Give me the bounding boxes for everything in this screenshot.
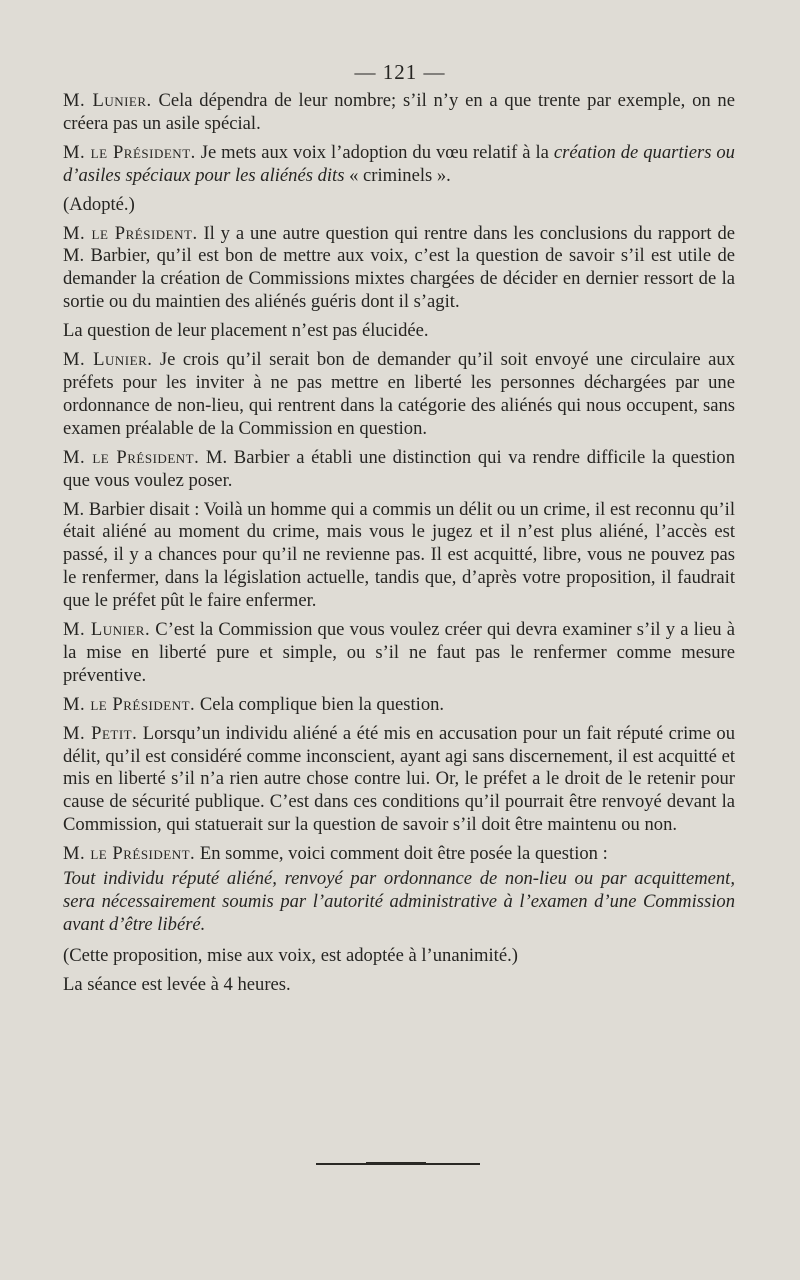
paragraph-text: Je mets aux voix l’adoption du vœu relatif à la bbox=[195, 141, 554, 163]
section-divider-rule bbox=[316, 1163, 480, 1165]
paragraph-petit bbox=[63, 723, 735, 838]
paragraph-lunier-1 bbox=[63, 90, 735, 136]
speaker-name: M. le Président. bbox=[63, 446, 200, 468]
speaker-name: M. le Président. bbox=[63, 693, 196, 715]
speaker-name: M. le Président. bbox=[63, 141, 196, 163]
body-text bbox=[63, 90, 735, 1003]
paragraph-lunier-3 bbox=[63, 619, 735, 688]
paragraph-president-3 bbox=[63, 447, 735, 493]
paragraph-placement bbox=[63, 320, 735, 343]
paragraph-text: Il y a une autre question qui rentre dans les conclusions du rapport de M. Barbier, qu’il est bon de mettre aux voix, c’est la question de savoir s’il est utile de demander la création de Commissions mixtes chargées de décider en dernier ressort de la sortie ou du maintien des aliénés guéris dont il s’agit. bbox=[63, 222, 736, 313]
paragraph-text: (Adopté.) bbox=[63, 193, 135, 215]
paragraph-text-after: « criminels ». bbox=[344, 164, 451, 186]
speaker-name: M. le Président. bbox=[63, 843, 196, 865]
paragraph-text: M. Barbier a établi une distinction qui va rendre difficile la question que vous voulez poser. bbox=[63, 446, 735, 491]
paragraph-text: Cela dépendra de leur nombre; s’il n’y en a que trente par exemple, on ne créera pas un asile spécial. bbox=[63, 90, 735, 134]
speaker-name: M. Lunier. bbox=[63, 619, 151, 641]
paragraph-text: Je crois qu’il serait bon de demander qu’il soit envoyé une circulaire aux préfets pour les inviter à ne pas mettre en liberté les personnes déchargées par une ordonnance de non-lieu, qui rentrent dans la catégorie des aliénés qui nous occupent, sans examen préalable de la Commission en question. bbox=[63, 349, 735, 439]
paragraph-text: La question de leur placement n’est pas élucidée. bbox=[63, 320, 429, 342]
speaker-name: M. Petit. bbox=[63, 722, 138, 744]
paragraph-text: Lorsqu’un individu aliéné a été mis en accusation pour un fait réputé crime ou délit, qu’il est considéré comme inconscient, ayant agi sans discernement, il est acquitté et mis en liberté s’il n’a rien autre chose contre lui. Or, le préfet a le droit de le retenir pour cause de sécurité publique. C’est dans ces conditions qu’il pourrait être renvoyé devant la Commission, qui statuerait sur la question de savoir s’il doit être maintenu ou non. bbox=[63, 722, 735, 836]
paragraph-closing bbox=[63, 974, 735, 997]
speaker-name: M. Lunier. bbox=[63, 349, 153, 371]
paragraph-text: En somme, voici comment doit être posée la question : bbox=[195, 843, 608, 865]
italic-text: création de quartiers ou d’asiles spéciaux pour les aliénés dits bbox=[63, 141, 735, 186]
paragraph-barbier bbox=[63, 499, 735, 614]
speaker-name: M. le Président. bbox=[63, 222, 198, 244]
paragraph-lunier-2 bbox=[63, 349, 735, 441]
paragraph-president-5 bbox=[63, 843, 735, 866]
paragraph-text: La séance est levée à 4 heures. bbox=[63, 973, 291, 995]
paragraph-resolution: Tout individu réputé aliéné, renvoyé par ordonnance de non-lieu ou par acquittement, sera nécessairement soumis par l’autorité administrative à l’examen d’une Commission avant d’être libéré. bbox=[63, 868, 735, 935]
page-number: — 121 — bbox=[354, 60, 446, 84]
paragraph-text: (Cette proposition, mise aux voix, est adoptée à l’unanimité.) bbox=[63, 944, 518, 966]
speaker-name: M. Lunier. bbox=[63, 90, 152, 111]
paragraph-president-4 bbox=[63, 694, 735, 717]
paragraph-president-2 bbox=[63, 223, 735, 315]
paragraph-text: Cela complique bien la question. bbox=[195, 693, 445, 715]
paragraph-adopte bbox=[63, 194, 735, 217]
paragraph-president-1 bbox=[63, 142, 735, 188]
paragraph-text: C’est la Commission que vous voulez créer qui devra examiner s’il y a lieu à la mise en liberté pure et simple, ou s’il ne faut pas le renfermer comme mesure préventive. bbox=[63, 619, 735, 686]
paragraph-text: M. Barbier disait : Voilà un homme qui a commis un délit ou un crime, il est reconnu qu’il était aliéné au moment du crime, mais vous le jugez et il n’est plus aliéné, l’accès est passé, il y a chances pour qu’il ne revienne pas. Il est acquitté, libre, vous ne pouvez pas le renfermer, dans la législation actuelle, tandis que, d’après votre proposition, il faudrait que le préfet pût le faire enfermer. bbox=[63, 498, 735, 612]
paragraph-vote bbox=[63, 945, 735, 968]
